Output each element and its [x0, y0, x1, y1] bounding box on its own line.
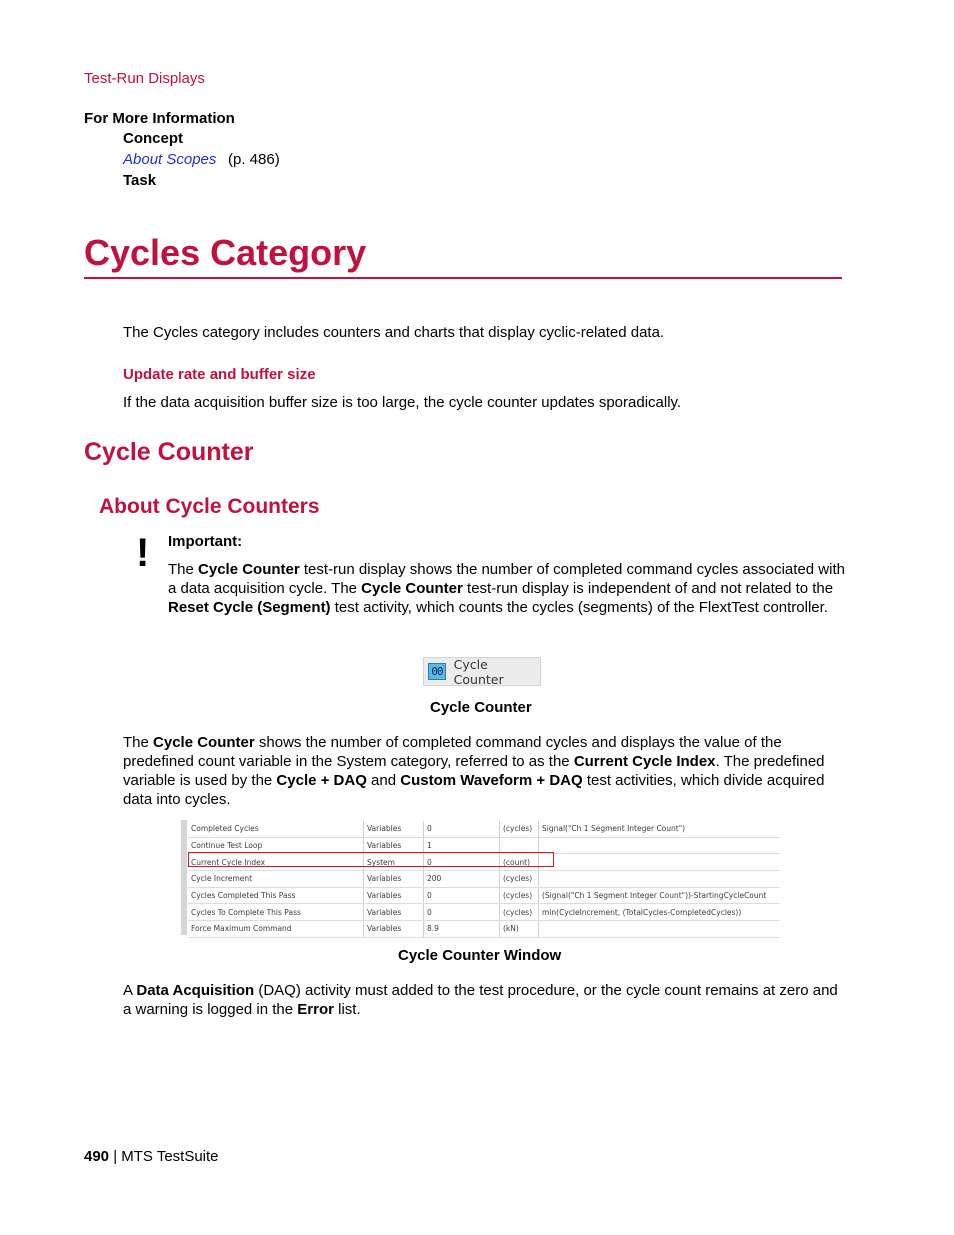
table-cell: (cycles) — [500, 887, 539, 904]
table-cell: Variables — [364, 921, 424, 938]
page-footer — [84, 1148, 219, 1165]
page-title: Cycles Category — [84, 232, 367, 273]
current-cycle-index-highlight — [188, 852, 554, 867]
figure-caption-button: Cycle Counter — [430, 699, 532, 716]
task-label: Task — [123, 172, 157, 189]
table-cell: 0 — [424, 821, 500, 837]
update-rate-heading: Update rate and buffer size — [123, 366, 316, 383]
table-gutter — [181, 820, 187, 935]
table-cell: System — [364, 854, 424, 871]
table-cell: Variables — [364, 887, 424, 904]
table-row — [188, 921, 780, 938]
cycle-counter-button-label: Cycle Counter — [453, 656, 504, 687]
table-cell: (count) — [500, 854, 539, 871]
important-note: The Cycle Counter test-run display shows the number of completed command cycles associated with a data acquisition cycle. The Cycle Counter test-run display is independent of and not related to the Reset Cycle (Segment) test activity, which counts the cycles (segments) of the FlextTest controller. — [168, 561, 845, 616]
table-cell: Variables — [364, 871, 424, 888]
table-cell: 200 — [424, 871, 500, 888]
table-cell: 0 — [424, 854, 500, 871]
table-cell: Variables — [364, 837, 424, 854]
cycle-counter-heading: Cycle Counter — [84, 438, 254, 466]
about-cycle-counters-heading: About Cycle Counters — [99, 495, 320, 518]
footer-separator: | — [109, 1148, 122, 1165]
table-cell: 0 — [424, 887, 500, 904]
table-cell: 8.9 — [424, 921, 500, 938]
table-cell: 0 — [424, 904, 500, 921]
page-number: 490 — [84, 1148, 110, 1165]
table-row — [188, 871, 780, 888]
table-cell: Signal("Ch 1 Segment Integer Count") — [539, 821, 781, 837]
table-cell — [539, 837, 781, 854]
running-header: Test-Run Displays — [84, 70, 205, 87]
table-cell: Cycles To Complete This Pass — [188, 904, 364, 921]
daq-requirement-paragraph: A Data Acquisition (DAQ) activity must added to the test procedure, or the cycle count remains at zero and a warning is logged in the Error list. — [123, 982, 838, 1018]
table-cell: Cycle Increment — [188, 871, 364, 888]
cycle-counter-button-image — [423, 657, 541, 686]
table-cell — [539, 921, 781, 938]
table-cell: (cycles) — [500, 904, 539, 921]
about-scopes-link[interactable]: About Scopes — [123, 151, 217, 168]
table-cell: 1 — [424, 837, 500, 854]
table-cell: min(CycleIncrement, (TotalCycles-CompletedCycles)) — [539, 904, 781, 921]
table-cell: (cycles) — [500, 821, 539, 837]
table-row — [188, 887, 780, 904]
table-cell: (cycles) — [500, 871, 539, 888]
intro-paragraph: The Cycles category includes counters and charts that display cyclic-related data. — [123, 324, 665, 341]
table-cell: Cycles Completed This Pass — [188, 887, 364, 904]
table-cell: Variables — [364, 821, 424, 837]
table-cell: Force Maximum Command — [188, 921, 364, 938]
table-cell: Continue Test Loop — [188, 837, 364, 854]
update-rate-paragraph: If the data acquisition buffer size is too large, the cycle counter updates sporadically. — [123, 394, 682, 411]
cycle-counter-description: The Cycle Counter shows the number of completed command cycles and displays the value of the predefined count variable in the System category, referred to as the Current Cycle Index. The predefined variable is used by the Cycle + DAQ and Custom Waveform + DAQ test activities, which divide acquired data into cycles. — [123, 734, 825, 808]
table-cell — [539, 854, 781, 871]
page-reference: (p. 486) — [228, 151, 280, 168]
footer-title: MTS TestSuite — [121, 1148, 219, 1165]
figure-caption-window: Cycle Counter Window — [398, 947, 562, 964]
important-icon: ! — [136, 531, 150, 575]
cycle-counter-window-table — [188, 821, 780, 938]
table-cell — [539, 871, 781, 888]
counter-icon: 00 — [428, 663, 446, 680]
more-info-title: For More Information — [84, 110, 235, 127]
concept-label: Concept — [123, 130, 183, 147]
table-cell: (Signal("Ch 1 Segment Integer Count"))-StartingCycleCount — [539, 887, 781, 904]
table-cell: Completed Cycles — [188, 821, 364, 837]
important-label: Important: — [168, 533, 243, 550]
title-rule — [84, 277, 842, 279]
table-cell: Variables — [364, 904, 424, 921]
table-row — [188, 821, 780, 837]
table-row — [188, 904, 780, 921]
table-cell: Current Cycle Index — [188, 854, 364, 871]
table-cell: (kN) — [500, 921, 539, 938]
